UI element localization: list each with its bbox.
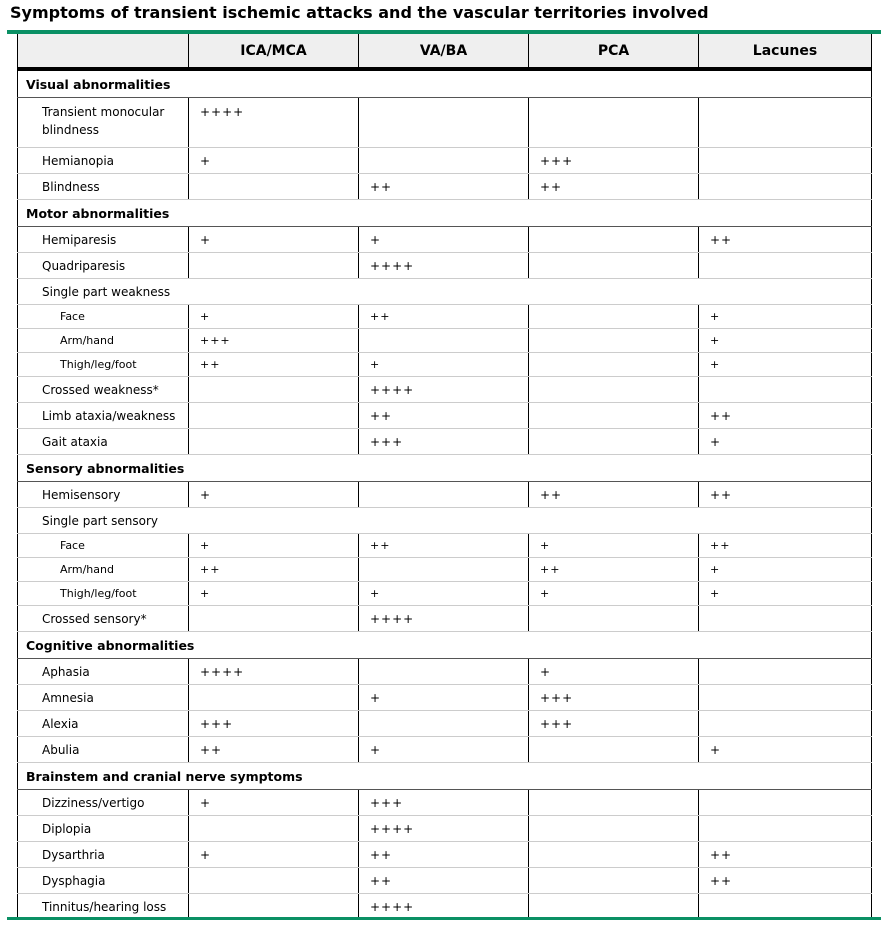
column-header-va-ba: VA/BA xyxy=(359,34,529,69)
table-row xyxy=(18,174,872,200)
va-ba-value: + xyxy=(359,227,529,253)
pca-value xyxy=(529,403,699,429)
ica-mca-value: ++ xyxy=(189,558,359,582)
section-title: Cognitive abnormalities xyxy=(18,632,872,659)
lacunes-value xyxy=(699,253,872,279)
lacunes-value xyxy=(699,174,872,200)
va-ba-value xyxy=(359,482,529,508)
table-bottom-rule xyxy=(7,917,881,920)
symptom-label: Tinnitus/hearing loss xyxy=(42,899,167,914)
ica-mca-value: + xyxy=(189,582,359,606)
ica-mca-value xyxy=(189,894,359,920)
table-row xyxy=(18,816,872,842)
table-row xyxy=(18,353,872,377)
ica-mca-value: + xyxy=(189,227,359,253)
ica-mca-value: + xyxy=(189,482,359,508)
pca-value xyxy=(529,429,699,455)
lacunes-value: + xyxy=(699,558,872,582)
lacunes-value: ++ xyxy=(699,842,872,868)
ica-mca-value xyxy=(189,685,359,711)
ica-mca-value: + xyxy=(189,842,359,868)
subgroup-row xyxy=(18,279,872,305)
va-ba-value: + xyxy=(359,685,529,711)
column-header-lacunes: Lacunes xyxy=(699,34,872,69)
va-ba-value: ++ xyxy=(359,305,529,329)
lacunes-value: + xyxy=(699,582,872,606)
pca-value xyxy=(529,894,699,920)
symptom-label: Face xyxy=(18,534,189,558)
pca-value xyxy=(529,227,699,253)
section-header-row xyxy=(18,632,872,659)
va-ba-value xyxy=(359,98,529,148)
pca-value: + xyxy=(529,582,699,606)
lacunes-value xyxy=(699,606,872,632)
symptom-label: Dysphagia xyxy=(18,868,189,894)
va-ba-value: ++++ xyxy=(359,894,529,920)
lacunes-value xyxy=(699,377,872,403)
lacunes-value: + xyxy=(699,429,872,455)
ica-mca-value xyxy=(189,816,359,842)
symptom-label: Transient monocular blindness xyxy=(18,98,189,148)
table-row xyxy=(18,377,872,403)
table-row xyxy=(18,429,872,455)
lacunes-value: + xyxy=(699,329,872,353)
column-header-pca: PCA xyxy=(529,34,699,69)
symptom-label: Thigh/leg/foot xyxy=(18,353,189,377)
symptom-label: Dizziness/vertigo xyxy=(18,790,189,816)
ica-mca-value xyxy=(189,606,359,632)
lacunes-value xyxy=(699,685,872,711)
va-ba-value xyxy=(359,659,529,685)
va-ba-value: + xyxy=(359,582,529,606)
table-row xyxy=(18,148,872,174)
pca-value: ++ xyxy=(529,482,699,508)
section-title: Brainstem and cranial nerve symptoms xyxy=(18,763,872,790)
lacunes-value xyxy=(699,816,872,842)
table-row xyxy=(18,482,872,508)
va-ba-value: ++ xyxy=(359,868,529,894)
pca-value xyxy=(529,737,699,763)
table-row xyxy=(18,659,872,685)
table-title: Symptoms of transient ischemic attacks and the vascular territories involved xyxy=(10,3,709,22)
symptom-label: Face xyxy=(18,305,189,329)
va-ba-value: ++ xyxy=(359,403,529,429)
lacunes-value: + xyxy=(699,353,872,377)
lacunes-value: + xyxy=(699,305,872,329)
section-header-row xyxy=(18,200,872,227)
pca-value xyxy=(529,868,699,894)
table-row xyxy=(18,606,872,632)
symptom-label: Alexia xyxy=(18,711,189,737)
table-row xyxy=(18,790,872,816)
va-ba-value: ++ xyxy=(359,174,529,200)
va-ba-value xyxy=(359,329,529,353)
va-ba-value: +++ xyxy=(359,429,529,455)
pca-value xyxy=(529,353,699,377)
ica-mca-value: + xyxy=(189,148,359,174)
ica-mca-value xyxy=(189,429,359,455)
ica-mca-value xyxy=(189,403,359,429)
symptom-label: Hemisensory xyxy=(18,482,189,508)
pca-value xyxy=(529,305,699,329)
symptom-label: Abulia xyxy=(18,737,189,763)
lacunes-value: ++ xyxy=(699,868,872,894)
va-ba-value: +++ xyxy=(359,790,529,816)
table-row xyxy=(18,558,872,582)
ica-mca-value: +++ xyxy=(189,711,359,737)
header-row xyxy=(18,34,872,69)
va-ba-value: + xyxy=(359,737,529,763)
table-body xyxy=(18,69,872,919)
pca-value: + xyxy=(529,659,699,685)
table-row xyxy=(18,329,872,353)
pca-value: ++ xyxy=(529,558,699,582)
ica-mca-value xyxy=(189,174,359,200)
ica-mca-value: ++ xyxy=(189,353,359,377)
ica-mca-value xyxy=(189,377,359,403)
symptom-label: Thigh/leg/foot xyxy=(18,582,189,606)
table-row xyxy=(18,842,872,868)
pca-value xyxy=(529,816,699,842)
symptom-label: Crossed weakness* xyxy=(18,377,189,403)
ica-mca-value: + xyxy=(189,790,359,816)
symptom-label: Gait ataxia xyxy=(18,429,189,455)
table-row xyxy=(18,737,872,763)
symptom-label: Crossed sensory* xyxy=(18,606,189,632)
symptom-label: Aphasia xyxy=(18,659,189,685)
subgroup-row xyxy=(18,508,872,534)
ica-mca-value: +++ xyxy=(189,329,359,353)
column-header-symptom xyxy=(18,34,189,69)
va-ba-value: ++++ xyxy=(359,606,529,632)
ica-mca-value: + xyxy=(189,534,359,558)
symptom-label: Amnesia xyxy=(18,685,189,711)
va-ba-value: ++++ xyxy=(359,816,529,842)
table-row xyxy=(18,534,872,558)
section-header-row xyxy=(18,69,872,98)
ica-mca-value xyxy=(189,868,359,894)
table-row xyxy=(18,98,872,148)
va-ba-value xyxy=(359,148,529,174)
symptom-label: Blindness xyxy=(18,174,189,200)
table-row xyxy=(18,403,872,429)
table-row xyxy=(18,894,872,920)
pca-value: +++ xyxy=(529,711,699,737)
lacunes-value xyxy=(699,98,872,148)
pca-value xyxy=(529,253,699,279)
pca-value: + xyxy=(529,534,699,558)
table-row xyxy=(18,227,872,253)
pca-value xyxy=(529,377,699,403)
table-row xyxy=(18,711,872,737)
section-title: Sensory abnormalities xyxy=(18,455,872,482)
va-ba-value xyxy=(359,558,529,582)
table-row xyxy=(18,305,872,329)
ica-mca-value: ++ xyxy=(189,737,359,763)
lacunes-value: ++ xyxy=(699,482,872,508)
pca-value: ++ xyxy=(529,174,699,200)
ica-mca-value: + xyxy=(189,305,359,329)
pca-value xyxy=(529,606,699,632)
lacunes-value xyxy=(699,711,872,737)
symptom-label: Single part sensory xyxy=(18,508,872,534)
va-ba-value: ++++ xyxy=(359,253,529,279)
pca-value: +++ xyxy=(529,148,699,174)
table-row xyxy=(18,685,872,711)
pca-value xyxy=(529,842,699,868)
column-header-ica-mca: ICA/MCA xyxy=(189,34,359,69)
lacunes-value: + xyxy=(699,737,872,763)
section-header-row xyxy=(18,763,872,790)
lacunes-value xyxy=(699,894,872,920)
section-header-row xyxy=(18,455,872,482)
symptom-label: Diplopia xyxy=(18,816,189,842)
lacunes-value xyxy=(699,659,872,685)
symptom-label: Hemiparesis xyxy=(18,227,189,253)
section-title: Visual abnormalities xyxy=(18,69,872,98)
ica-mca-value: ++++ xyxy=(189,98,359,148)
pca-value: +++ xyxy=(529,685,699,711)
symptom-label: Limb ataxia/weakness xyxy=(18,403,189,429)
lacunes-value: ++ xyxy=(699,403,872,429)
lacunes-value: ++ xyxy=(699,534,872,558)
symptom-label: Arm/hand xyxy=(18,329,189,353)
va-ba-value: ++++ xyxy=(359,377,529,403)
va-ba-value: ++ xyxy=(359,842,529,868)
lacunes-value xyxy=(699,790,872,816)
ica-mca-value: ++++ xyxy=(189,659,359,685)
lacunes-value: ++ xyxy=(699,227,872,253)
pca-value xyxy=(529,790,699,816)
table-row xyxy=(18,253,872,279)
ica-mca-value xyxy=(189,253,359,279)
va-ba-value xyxy=(359,711,529,737)
table-row xyxy=(18,582,872,606)
symptom-label: Single part weakness xyxy=(18,279,872,305)
symptom-label: Dysarthria xyxy=(18,842,189,868)
pca-value xyxy=(529,98,699,148)
symptom-label: Hemianopia xyxy=(18,148,189,174)
va-ba-value: + xyxy=(359,353,529,377)
table-row xyxy=(18,868,872,894)
pca-value xyxy=(529,329,699,353)
section-title: Motor abnormalities xyxy=(18,200,872,227)
symptom-label: Quadriparesis xyxy=(18,253,189,279)
va-ba-value: ++ xyxy=(359,534,529,558)
symptoms-table xyxy=(17,34,872,919)
symptom-label: Arm/hand xyxy=(18,558,189,582)
lacunes-value xyxy=(699,148,872,174)
